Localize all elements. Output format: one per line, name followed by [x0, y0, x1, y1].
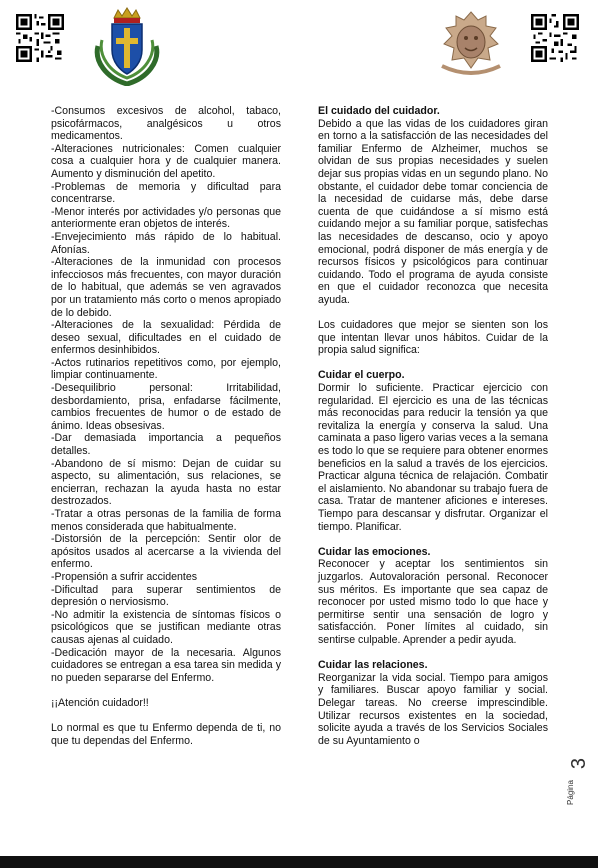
- symptom-item: -Abandono de sí mismo: Dejan de cuidar su aspecto, su alimentación, sus relaciones, se encierran, rechazan la ayuda hasta no estar destrozados.: [51, 457, 281, 508]
- symptom-item: -Alteraciones de la inmunidad con procesos infecciosos más frecuentes, con mayor duración de lo habitual, que además se ven agravados por un tratamiento más corto o menos apropiado de lo debido.: [51, 256, 281, 319]
- right-column: [318, 105, 548, 747]
- page-label: Página: [565, 780, 575, 805]
- attention-title: ¡¡Atención cuidador!!: [51, 696, 149, 709]
- body-care-heading: Cuidar el cuerpo.: [318, 369, 405, 382]
- symptom-item: -Dificultad para superar sentimientos de depresión o nerviosismo.: [51, 583, 281, 609]
- emotions-heading: Cuidar las emociones.: [318, 545, 431, 558]
- body-care-paragraph: Dormir lo suficiente. Practicar ejercicio con regularidad. El ejercicio es una de las técnicas más reconocidas para reducir la tensión ya que revitaliza la energía y conserva la salud. Una caminata a paso ligero varias veces a la semana es todo lo que se requiere para obtener enormes beneficios en la salud a través de los ejercicios. Practicar alguna técnica de relajación. Combatir el aislamiento. No abandonar su trabajo fuera de casa. Tratar de mantener aficiones e intereses. Tiempo para descansar y disfrutar. Organizar el tiempo. Planificar.: [318, 382, 548, 533]
- qr-code-icon-left: [16, 14, 64, 62]
- symptom-item: -Envejecimiento más rápido de lo habitual. Afonías.: [51, 230, 281, 256]
- symptom-item: -Desequilibrio personal: Irritabilidad, desbordamiento, prisa, enfadarse fácilmente, cambios frecuentes de humor o de estado de ánimo. Ideas obsesivas.: [51, 382, 281, 432]
- symptom-item: -Tratar a otras personas de la familia de forma menos considerada que habitualmente.: [51, 508, 281, 533]
- symptom-item: -Propensión a sufrir accidentes: [51, 570, 198, 583]
- page-number: 3: [568, 757, 591, 770]
- symptom-item: -Menor interés por actividades y/o personas que anteriormente eran objetos de interés.: [51, 205, 281, 231]
- symptom-item: -Consumos excesivos de alcohol, tabaco, psicofármacos, analgésicos u otros medicamentos.: [51, 105, 281, 143]
- relations-heading: Cuidar las relaciones.: [318, 659, 428, 672]
- symptom-item: -No admitir la existencia de síntomas físicos o psicológicos que se justifican mediante otras causas ajenas al cuidado.: [51, 608, 281, 646]
- attention-text: Lo normal es que tu Enfermo dependa de ti, no que tu dependas del Enfermo.: [51, 722, 281, 747]
- relations-paragraph: Reorganizar la vida social. Tiempo para amigos y familiares. Buscar apoyo familiar y social. Delegar tareas. No creerse imprescindible. Utilizar recursos existentes en la sociedad, solicite ayuda a través de los Servicios Sociales de su Ayuntamiento o: [318, 671, 548, 747]
- symptom-item: -Dar demasiada importancia a pequeños detalles.: [51, 432, 281, 458]
- symptom-item: -Distorsión de la percepción: Sentir olor de apósitos usados al acercarse a la vivienda del enfermo.: [51, 533, 281, 571]
- symptom-item: -Problemas de memoria y dificultad para concentrarse.: [51, 180, 281, 206]
- bottom-rule: [0, 856, 598, 868]
- habits-paragraph: Los cuidadores que mejor se sienten son los que intentan llevar unos hábitos. Cuidar de la propia salud significa:: [318, 319, 548, 357]
- crowned-cross-shield-emblem: [84, 6, 170, 86]
- section-title: El cuidado del cuidador.: [318, 105, 440, 117]
- qr-code-icon-right: [531, 14, 579, 62]
- symptom-item: -Dedicación mayor de la necesaria. Algunos cuidadores se entregan a esa tarea sin medida y no pueden separarse del Enfermo.: [51, 646, 281, 684]
- symptom-item: -Alteraciones de la sexualidad: Pérdida de deseo sexual, dificultades en el cuidado de enfermos desinhibidos.: [51, 319, 281, 357]
- left-column: [51, 105, 281, 747]
- page-number-label: [565, 757, 596, 810]
- intro-paragraph: Debido a que las vidas de los cuidadores giran en torno a la satisfacción de las necesidades del familiar Enfermo de Alzheimer, muchos se olvidan de sus propias necesidades y suelen dejar sus propias vidas en un segundo plano. No obstante, el cuidador debe tomar conciencia de la necesidad de cuidarse más, debe darse cuenta de que cuidándose a sí mismo está cuidando mejor a su familiar porque, satisfechas las necesidades de descanso, ocio y apoyo emocional, podrá disponer de más energía y de recursos físicos y psicológicos para continuar cuidando. Todo el programa de ayuda consiste en que el cuidador reconozca que necesita ayuda.: [318, 117, 548, 306]
- heraldic-seal-emblem: [432, 8, 510, 82]
- emotions-paragraph: Reconocer y aceptar los sentimientos sin juzgarlos. Autovaloración personal. Reconocer sus méritos. Es importante que sea capaz de reconocer por usted mismo todo lo que hace y permitirse sentir una sensación de logro y satisfacción. Poner límites al cuidado, sin sentirse culpable. Aprender a pedir ayuda.: [318, 558, 548, 646]
- symptom-item: -Actos rutinarios repetitivos como, por ejemplo, limpiar continuamente.: [51, 356, 281, 382]
- symptom-item: -Alteraciones nutricionales: Comen cualquier cosa a cualquier hora y de cualquier manera. Aumento y disminución del apetito.: [51, 142, 281, 180]
